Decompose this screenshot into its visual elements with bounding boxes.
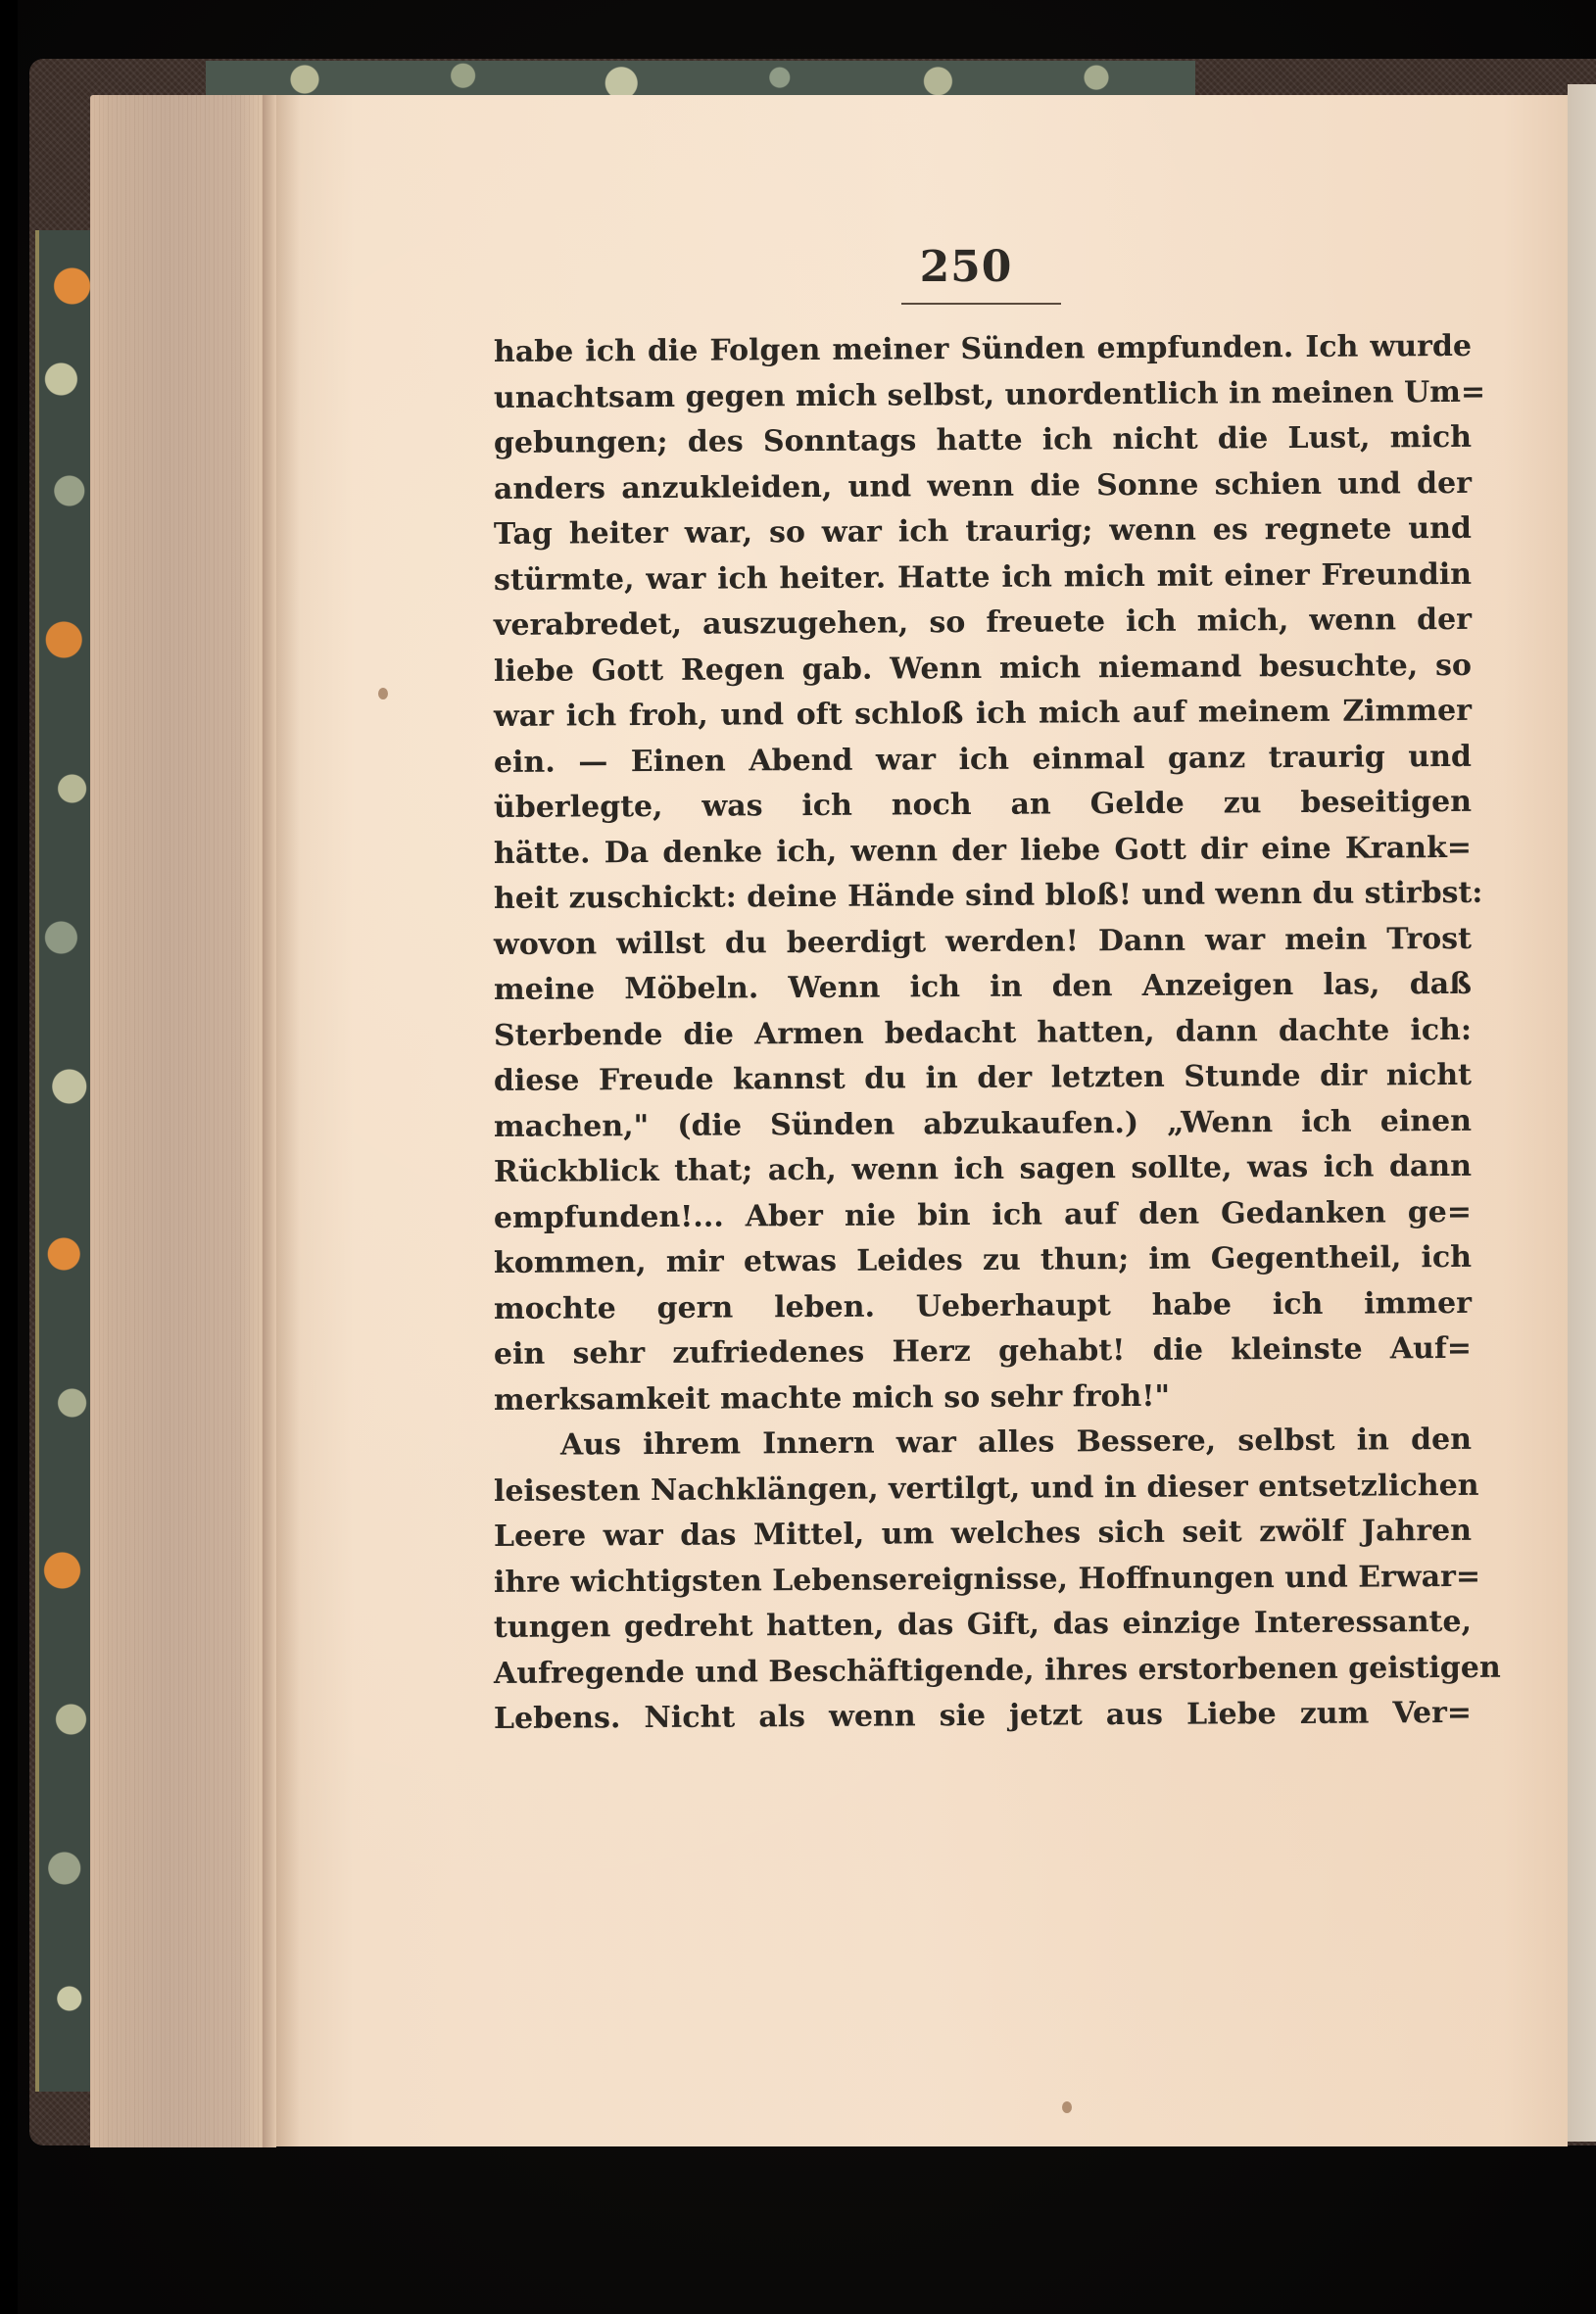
- next-page-edge: [1568, 84, 1596, 2142]
- text-line-paragraph-end: merksamkeit machte mich so sehr froh!": [493, 1378, 1171, 1418]
- text-line: heit zuschickt: deine Hände sind bloß! und wenn du stirbst:: [493, 875, 1483, 916]
- text-line: ein. — Einen Abend war ich einmal ganz traurig und: [493, 739, 1473, 780]
- text-line: verabredet, auszugehen, so freuete ich mich, wenn der: [493, 602, 1473, 643]
- text-line: hätte. Da denke ich, wenn der liebe Gott dir eine Krank=: [493, 830, 1473, 871]
- text-line: liebe Gott Regen gab. Wenn mich niemand besuchte, so: [493, 648, 1473, 689]
- page-number: 250: [919, 242, 1013, 292]
- text-line: habe ich die Folgen meiner Sünden empfunden. Ich wurde: [493, 328, 1473, 369]
- text-line: machen," (die Sünden abzukaufen.) „Wenn ich einen: [493, 1103, 1473, 1144]
- marbled-endpaper-left: [35, 230, 94, 2092]
- text-line: stürmte, war ich heiter. Hatte ich mich mit einer Freundin: [493, 556, 1473, 598]
- text-line: kommen, mir etwas Leides zu thun; im Gegentheil, ich: [493, 1239, 1473, 1280]
- text-line: Aufregende und Beschäftigende, ihres erstorbenen geistigen: [493, 1650, 1501, 1691]
- text-line: anders anzukleiden, und wenn die Sonne schien und der: [493, 465, 1473, 506]
- book-page: [276, 95, 1568, 2146]
- marbled-endpaper-top: [206, 61, 1195, 98]
- text-line: Tag heiter war, so war ich traurig; wenn es regnete und: [493, 510, 1473, 552]
- gutter-shadow: [276, 95, 300, 2146]
- text-line: Rückblick that; ach, wenn ich sagen sollte, was ich dann: [493, 1148, 1473, 1189]
- text-line: unachtsam gegen mich selbst, unordentlich in meinen Um=: [493, 374, 1486, 415]
- text-line: ihre wichtigsten Lebensereignisse, Hoffnungen und Erwar=: [493, 1559, 1481, 1600]
- text-line: mochte gern leben. Ueberhaupt habe ich immer: [493, 1285, 1473, 1326]
- body-text: [493, 328, 1501, 1743]
- text-line-paragraph-start: Aus ihrem Innern war alles Bessere, selbst in den: [559, 1422, 1473, 1463]
- text-line: diese Freude kannst du in der letzten Stunde dir nicht: [493, 1057, 1473, 1098]
- page-stack-fore-edge: [90, 95, 276, 2147]
- text-line: war ich froh, und oft schloß ich mich auf meinem Zimmer: [493, 693, 1473, 734]
- header-rule: [901, 303, 1061, 305]
- text-line: tungen gedreht hatten, das Gift, das einzige Interessante,: [493, 1604, 1473, 1645]
- text-line: empfunden!... Aber nie bin ich auf den Gedanken ge=: [493, 1194, 1473, 1235]
- text-line: Lebens. Nicht als wenn sie jetzt aus Liebe zum Ver=: [493, 1695, 1473, 1736]
- text-line: wovon willst du beerdigt werden! Dann war mein Trost: [493, 921, 1473, 962]
- paper-stain: [1062, 2101, 1072, 2113]
- text-line: ein sehr zufriedenes Herz gehabt! die kleinste Auf=: [493, 1330, 1473, 1372]
- text-line: meine Möbeln. Wenn ich in den Anzeigen las, daß: [493, 966, 1473, 1007]
- paper-stain: [378, 688, 388, 699]
- text-line: leisesten Nachklängen, vertilgt, und in dieser entsetzlichen: [493, 1468, 1479, 1509]
- text-line: gebungen; des Sonntags hatte ich nicht die Lust, mich: [493, 419, 1473, 460]
- text-line: Sterbende die Armen bedacht hatten, dann dachte ich:: [493, 1012, 1473, 1053]
- scan-border: [0, 0, 18, 2314]
- text-line: Leere war das Mittel, um welches sich seit zwölf Jahren: [493, 1513, 1473, 1554]
- text-line: überlegte, was ich noch an Gelde zu beseitigen: [493, 784, 1473, 825]
